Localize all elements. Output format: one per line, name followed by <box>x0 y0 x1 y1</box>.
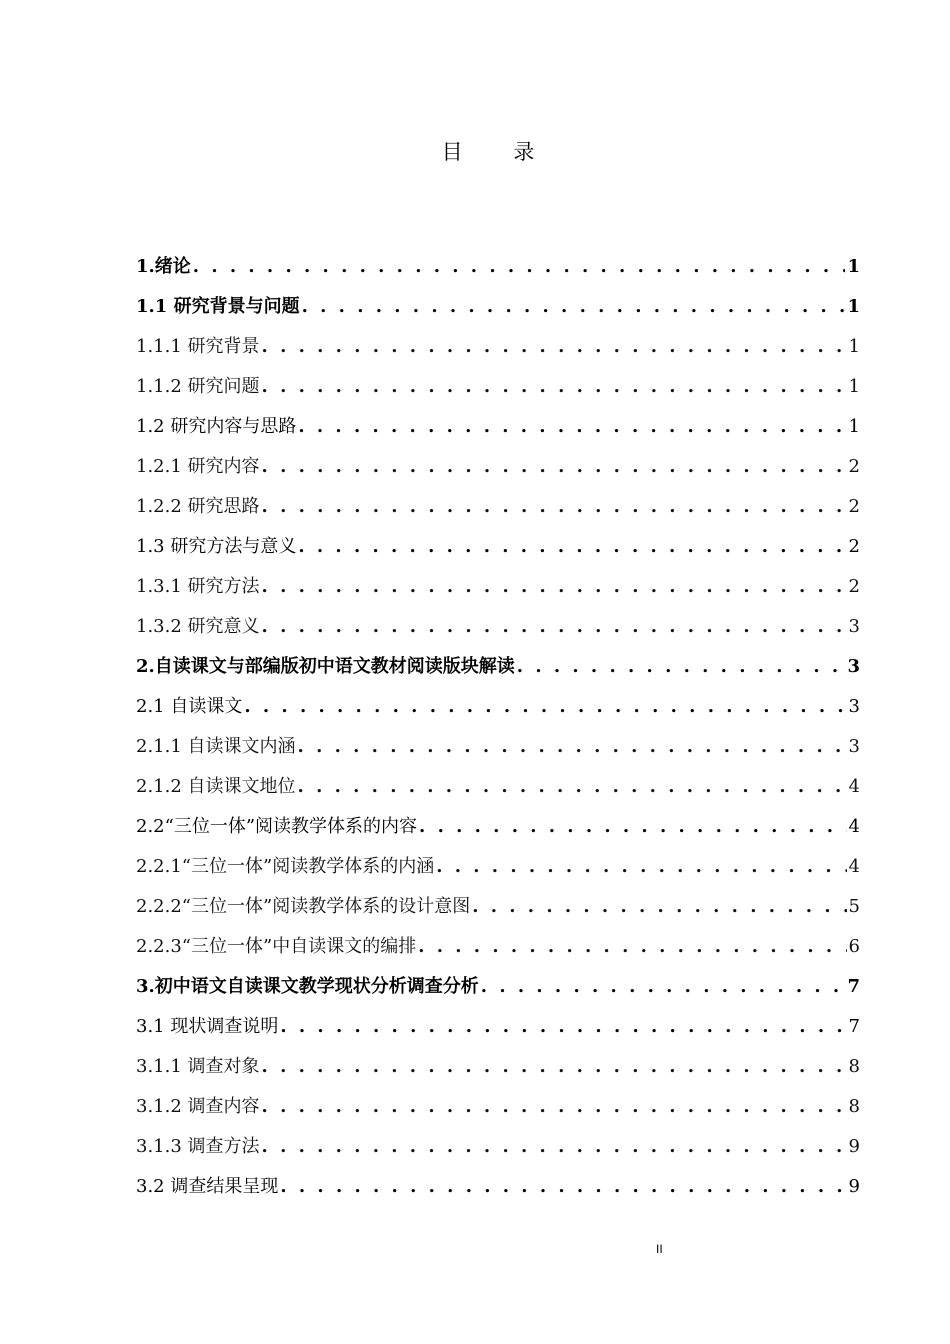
toc-entry[interactable] <box>136 687 860 727</box>
toc-leader-dots <box>193 247 846 287</box>
toc-entry[interactable] <box>136 647 860 687</box>
toc-leader-dots <box>517 647 846 687</box>
toc-entry[interactable] <box>136 807 860 847</box>
toc-entry-page: 1 <box>848 376 860 397</box>
toc-entry[interactable] <box>136 767 860 807</box>
toc-entry-label: 1.3.2 研究意义 <box>136 616 260 637</box>
toc-entry-label: 1.3.1 研究方法 <box>136 576 260 597</box>
toc-entry-label: 1.2 研究内容与思路 <box>136 416 297 437</box>
toc-entry-page: 3 <box>848 736 860 757</box>
toc-entry[interactable] <box>136 247 860 287</box>
toc-leader-dots <box>302 287 846 327</box>
toc-leader-dots <box>436 847 846 887</box>
toc-entry[interactable] <box>136 1047 860 1087</box>
toc-leader-dots <box>262 367 847 407</box>
toc-leader-dots <box>262 327 847 367</box>
toc-entry-page: 2 <box>848 536 860 557</box>
toc-leader-dots <box>298 527 846 567</box>
toc-leader-dots <box>298 727 847 767</box>
toc-entry-label: 1.3 研究方法与意义 <box>136 536 297 557</box>
toc-entry-page: 1 <box>847 256 860 277</box>
toc-entry[interactable] <box>136 727 860 767</box>
toc-leader-dots <box>262 607 847 647</box>
toc-entry-label: 1.2.1 研究内容 <box>136 456 260 477</box>
toc-entry[interactable] <box>136 447 860 487</box>
toc-entry-label: 2.2.2“三位一体”阅读教学体系的设计意图 <box>136 896 471 917</box>
toc-leader-dots <box>262 1047 847 1087</box>
toc-entry[interactable] <box>136 1167 860 1207</box>
toc-entry[interactable] <box>136 927 860 967</box>
toc-entry-page: 9 <box>848 1176 860 1197</box>
toc-leader-dots <box>262 567 847 607</box>
toc-entry[interactable] <box>136 607 860 647</box>
toc-entry-label: 2.2“三位一体”阅读教学体系的内容 <box>136 816 418 837</box>
page-number: II <box>656 1242 663 1256</box>
toc-entry-page: 1 <box>848 416 860 437</box>
toc-entry-label: 2.2.3“三位一体”中自读课文的编排 <box>136 936 417 957</box>
toc-entry-page: 9 <box>848 1136 860 1157</box>
toc-leader-dots <box>262 1087 847 1127</box>
toc-entry[interactable] <box>136 567 860 607</box>
toc-leader-dots <box>262 487 847 527</box>
toc-entry-label: 2.2.1“三位一体”阅读教学体系的内涵 <box>136 856 435 877</box>
toc-leader-dots <box>298 767 847 807</box>
toc-entry-page: 1 <box>848 336 860 357</box>
toc-entry-page: 2 <box>848 456 860 477</box>
toc-entry-page: 2 <box>848 576 860 597</box>
toc-leader-dots <box>280 1167 846 1207</box>
toc-entry-page: 8 <box>848 1056 860 1077</box>
toc-entry[interactable] <box>136 887 860 927</box>
toc-entry[interactable] <box>136 407 860 447</box>
toc-entry-page: 7 <box>847 976 860 997</box>
toc-entry-label: 3.2 调查结果呈现 <box>136 1176 279 1197</box>
toc-entry-page: 4 <box>848 816 860 837</box>
toc-entry-page: 2 <box>848 496 860 517</box>
page-title: 目 录 <box>441 140 557 164</box>
toc-entry-label: 1.1.1 研究背景 <box>136 336 260 357</box>
toc-entry-label: 2.1.2 自读课文地位 <box>136 776 296 797</box>
toc-entry[interactable] <box>136 327 860 367</box>
toc-entry-label: 3.1.1 调查对象 <box>136 1056 260 1077</box>
toc-entry-label: 3.初中语文自读课文教学现状分析调查分析 <box>136 976 479 997</box>
toc-entry[interactable] <box>136 367 860 407</box>
toc-leader-dots <box>244 687 846 727</box>
toc-entry-page: 4 <box>848 776 860 797</box>
toc-entry[interactable] <box>136 847 860 887</box>
toc-leader-dots <box>298 407 846 447</box>
toc-entry-label: 2.1 自读课文 <box>136 696 243 717</box>
toc-leader-dots <box>262 447 847 487</box>
toc-entry-page: 8 <box>848 1096 860 1117</box>
toc-entry-label: 2.自读课文与部编版初中语文教材阅读版块解读 <box>136 656 515 677</box>
toc-entry-label: 1.1.2 研究问题 <box>136 376 260 397</box>
toc-entry[interactable] <box>136 527 860 567</box>
toc-entry-page: 6 <box>848 936 860 957</box>
toc-entry[interactable] <box>136 1127 860 1167</box>
toc-leader-dots <box>472 887 846 927</box>
toc-entry-label: 1.1 研究背景与问题 <box>136 296 300 317</box>
table-of-contents <box>136 247 860 1207</box>
toc-entry[interactable] <box>136 487 860 527</box>
toc-entry[interactable] <box>136 967 860 1007</box>
toc-entry-page: 3 <box>848 616 860 637</box>
toc-entry-label: 2.1.1 自读课文内涵 <box>136 736 296 757</box>
toc-entry-page: 4 <box>848 856 860 877</box>
toc-entry-label: 1.绪论 <box>136 256 191 277</box>
toc-leader-dots <box>419 807 847 847</box>
toc-entry-page: 3 <box>848 696 860 717</box>
toc-entry-page: 7 <box>848 1016 860 1037</box>
toc-leader-dots <box>418 927 846 967</box>
toc-entry-label: 3.1 现状调查说明 <box>136 1016 279 1037</box>
toc-leader-dots <box>280 1007 846 1047</box>
toc-leader-dots <box>262 1127 847 1167</box>
toc-entry[interactable] <box>136 1087 860 1127</box>
toc-entry-label: 1.2.2 研究思路 <box>136 496 260 517</box>
toc-leader-dots <box>481 967 846 1007</box>
toc-entry-page: 5 <box>848 896 860 917</box>
toc-entry-page: 3 <box>847 656 860 677</box>
toc-entry[interactable] <box>136 287 860 327</box>
toc-entry[interactable] <box>136 1007 860 1047</box>
toc-entry-label: 3.1.3 调查方法 <box>136 1136 260 1157</box>
toc-entry-label: 3.1.2 调查内容 <box>136 1096 260 1117</box>
toc-entry-page: 1 <box>847 296 860 317</box>
